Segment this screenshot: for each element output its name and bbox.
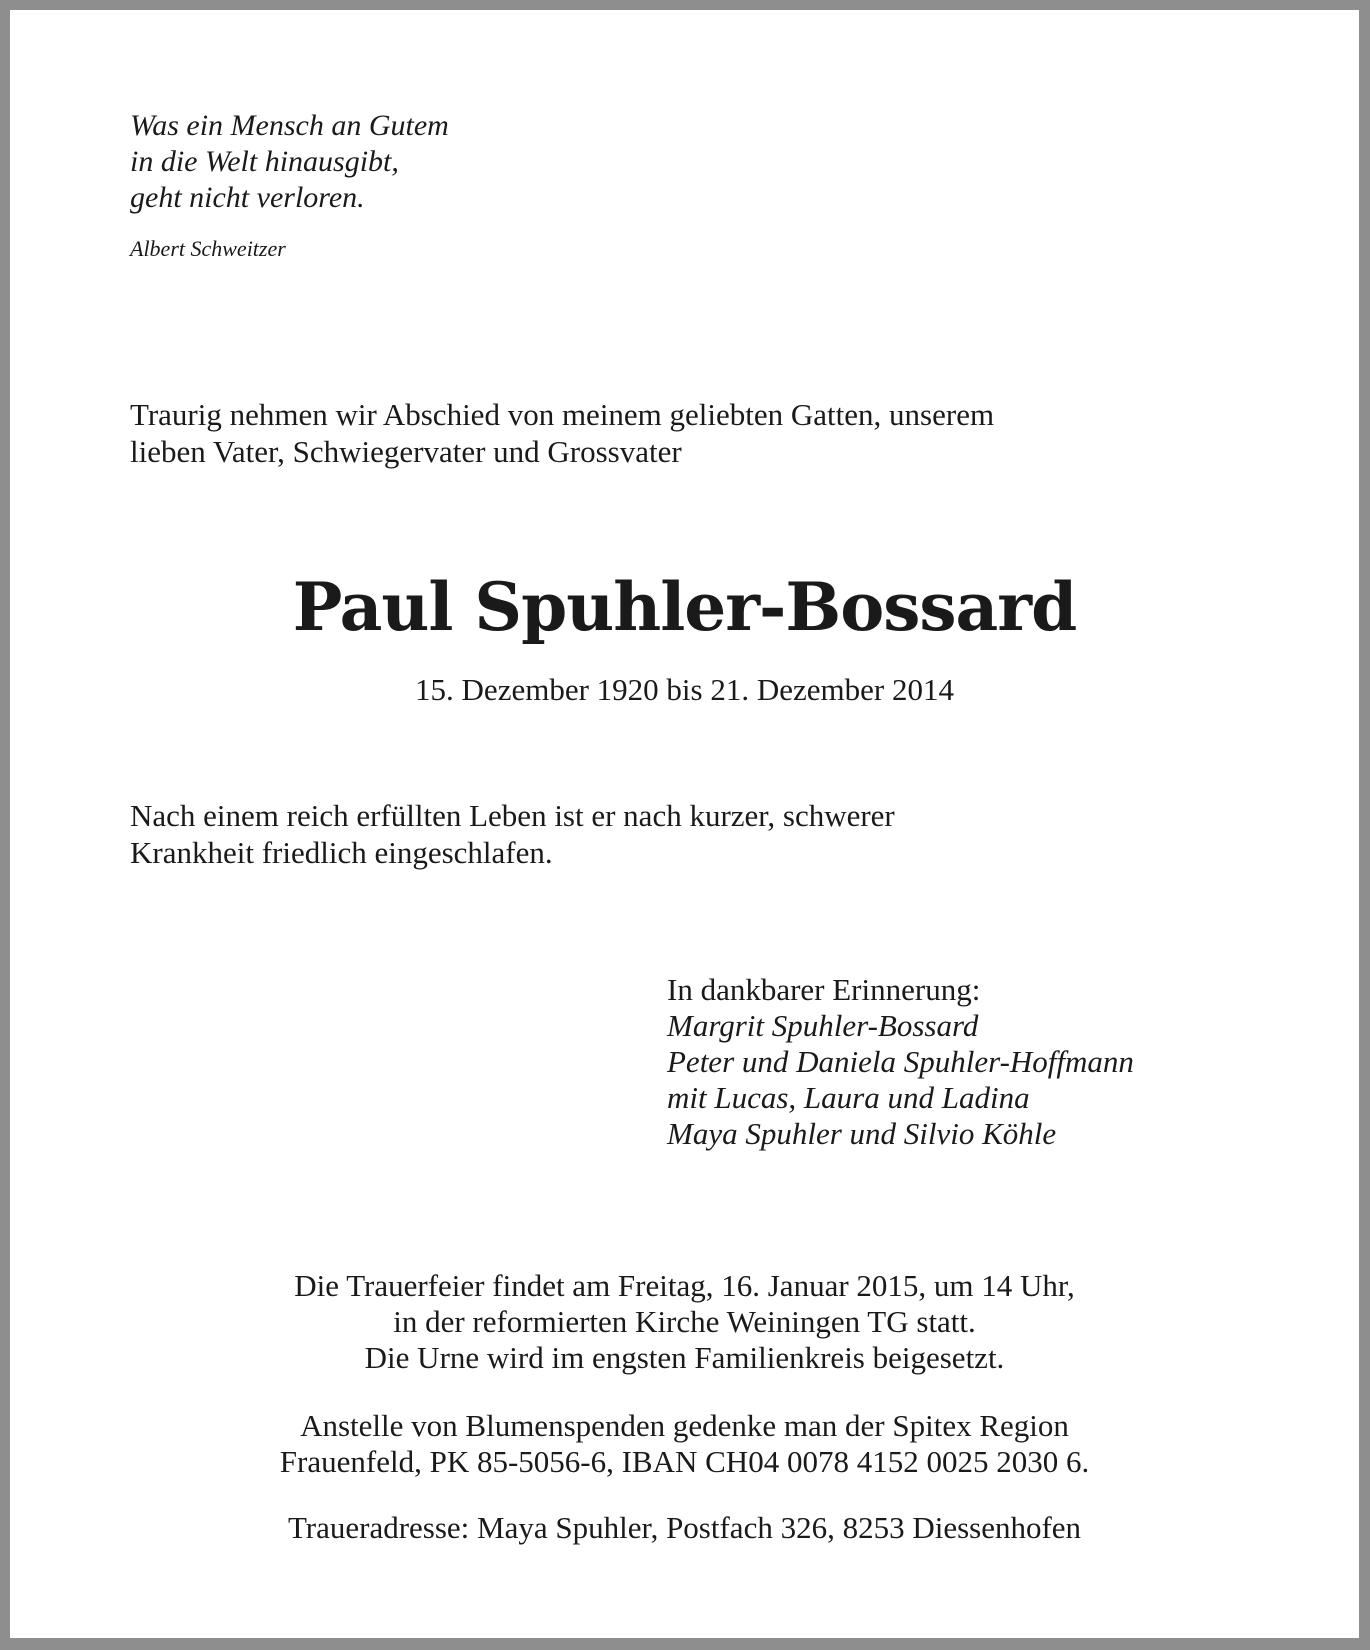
motto-line: in die Welt hinausgibt, — [130, 145, 399, 178]
life-line: Nach einem reich erfüllten Leben ist er nach kurzer, schwerer — [130, 798, 895, 833]
donation-line: Anstelle von Blumenspenden gedenke man der Spitex Region — [300, 1408, 1069, 1443]
motto-line: Was ein Mensch an Gutem — [130, 109, 449, 142]
deceased-name: Paul Spuhler-Bossard — [292, 568, 1077, 646]
life-line: Krankheit friedlich eingeschlafen. — [130, 835, 553, 870]
mourner-name: Peter und Daniela Spuhler-Hoffmann — [667, 1044, 1134, 1079]
funeral-line: in der reformierten Kirche Weiningen TG statt. — [393, 1304, 976, 1339]
mourner-name: Margrit Spuhler-Bossard — [667, 1008, 979, 1043]
motto-quote — [130, 108, 449, 216]
funeral-line: Die Trauerfeier findet am Freitag, 16. Januar 2015, um 14 Uhr, — [294, 1268, 1075, 1303]
life-dates: 15. Dezember 1920 bis 21. Dezember 2014 — [415, 672, 954, 707]
mourning-address — [10, 1510, 1359, 1546]
motto-line: geht nicht verloren. — [130, 181, 365, 214]
intro-text — [130, 396, 1280, 470]
mourner-name: mit Lucas, Laura und Ladina — [667, 1080, 1030, 1115]
obituary-page — [10, 10, 1359, 1638]
mourners-heading: In dankbarer Erinnerung: — [667, 972, 981, 1007]
funeral-line: Die Urne wird im engsten Familienkreis beigesetzt. — [364, 1340, 1005, 1375]
address-line: Traueradresse: Maya Spuhler, Postfach 326, 8253 Diessenhofen — [287, 1510, 1082, 1545]
mourner-name: Maya Spuhler und Silvio Köhle — [667, 1116, 1057, 1151]
funeral-info — [10, 1268, 1359, 1376]
donation-info — [10, 1408, 1359, 1480]
intro-line: lieben Vater, Schwiegervater und Grossvater — [130, 434, 682, 469]
intro-line: Traurig nehmen wir Abschied von meinem geliebten Gatten, unserem — [130, 397, 995, 432]
donation-line: Frauenfeld, PK 85-5056-6, IBAN CH04 0078 4152 0025 2030 6. — [279, 1444, 1090, 1479]
life-text — [130, 797, 1280, 871]
mourners-block — [667, 972, 1134, 1152]
motto-author: Albert Schweitzer — [130, 236, 286, 261]
